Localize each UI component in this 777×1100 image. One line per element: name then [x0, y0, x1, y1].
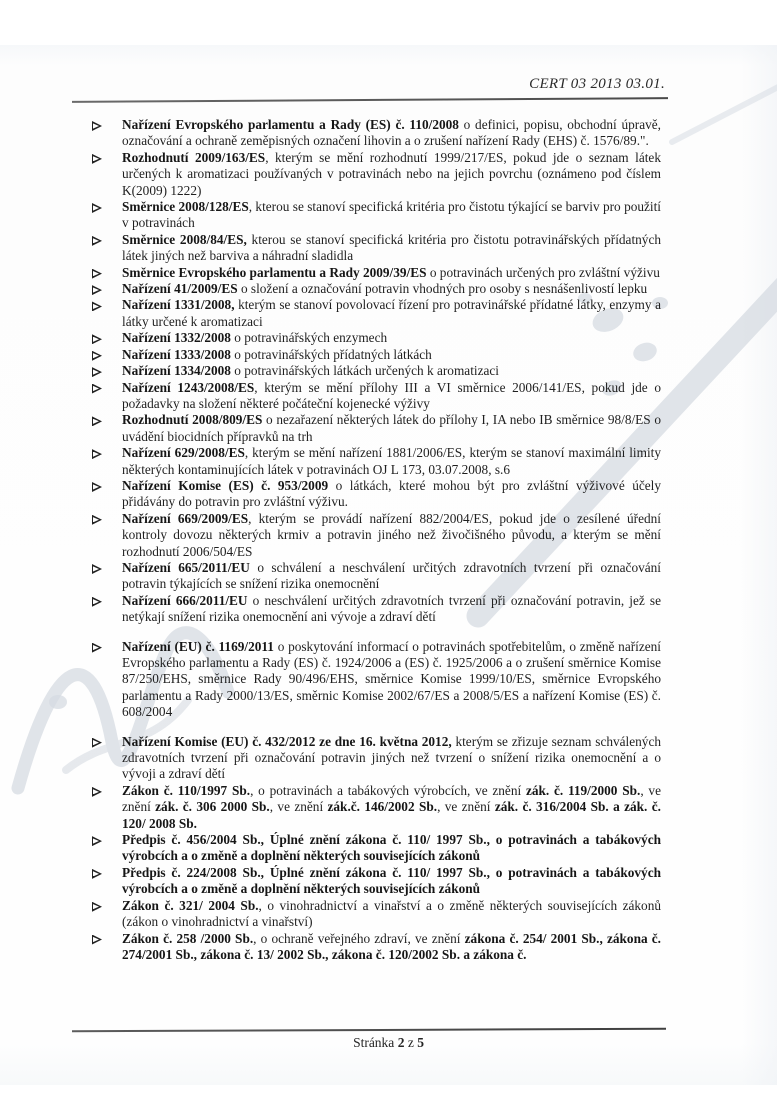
list-item [122, 281, 661, 297]
item-reference: zák. č. 306 2000 Sb. [155, 799, 270, 815]
arrow-bullet-icon [92, 285, 102, 295]
list-item [122, 347, 661, 363]
list-item [122, 478, 661, 511]
page-separator: z [404, 1035, 418, 1050]
item-description: o neschválení určitých zdravotních tvrzení při označování potravin, jež se netýkají snížení rizika onemocnění ani vývoje a zdraví dětí [122, 592, 661, 625]
item-description: o schválení a neschválení určitých zdravotních tvrzení při označování potravin týkajících se snížení rizika onemocnění [122, 559, 661, 592]
item-description: , ve znění [437, 799, 495, 815]
item-reference: Nařízení 1334/2008 [122, 363, 235, 379]
arrow-bullet-icon [92, 416, 102, 426]
arrow-bullet-icon [92, 351, 102, 361]
item-reference: Zákon č. 110/1997 Sb. [122, 782, 251, 798]
arrow-bullet-icon [92, 787, 102, 797]
arrow-bullet-icon [92, 236, 102, 246]
list-item [122, 783, 661, 832]
arrow-bullet-icon [92, 597, 102, 607]
item-description: o složení a označování potravin vhodných pro osoby s nesnášenlivostí lepku [240, 281, 648, 297]
arrow-bullet-icon [92, 515, 102, 525]
item-description: , kterou se stanoví specifická kritéria pro čistotu týkající se barviv pro použití v potravinách [122, 199, 661, 231]
list-item [122, 412, 661, 445]
item-reference: zák. č. 119/2000 Sb. [525, 782, 641, 798]
list-item [122, 898, 661, 931]
arrow-bullet-icon [92, 643, 102, 653]
page-number [0, 1035, 777, 1051]
item-reference: Směrnice Evropského parlamentu a Rady 2009/39/ES [122, 264, 430, 280]
item-reference: zákona č. 254/ 2001 Sb., zákona č. 274/2001 Sb., zákona č. 13/ 2002 Sb., zákona č. 120/2002 Sb. a zákona č. [122, 930, 662, 962]
arrow-bullet-icon [92, 301, 102, 311]
page-number-label: Stránka [353, 1035, 398, 1050]
item-reference: Zákon č. 258 /2000 Sb. [122, 930, 254, 946]
item-description: o definici, popisu, obchodní úpravě, označování a ochraně zeměpisných označení lihovin a o zrušení nařízení Rady (EHS) č. 1576/89.". [122, 117, 661, 149]
list-item [122, 865, 661, 898]
item-reference: Nařízení 666/2011/EU [122, 592, 253, 608]
item-reference: Nařízení 1243/2008/ES [122, 379, 255, 395]
item-reference: Směrnice 2008/128/ES [122, 199, 249, 215]
item-description: o potravinářských přídatných látkách [234, 346, 432, 362]
page-total: 5 [417, 1035, 424, 1050]
item-description: kterou se stanoví specifická kritéria pro čistotu potravinářských přídatných látek jiných než barviva a náhradní sladidla [122, 231, 661, 264]
arrow-bullet-icon [92, 902, 102, 912]
item-reference: Zákon č. 321/ 2004 Sb. [122, 897, 259, 913]
arrow-bullet-icon [92, 154, 102, 164]
list-item [122, 265, 661, 281]
item-reference: Nařízení Komise (EU) č. 432/2012 ze dne 16. května 2012, [122, 733, 456, 749]
item-reference: Nařízení 1333/2008 [122, 346, 235, 362]
item-description: , kterým se mění přílohy III a VI směrnice 2006/141/ES, pokud jde o požadavky na složení některé počáteční kojenecké výživy [122, 379, 661, 411]
list-item [122, 380, 661, 413]
arrow-bullet-icon [92, 203, 102, 213]
item-description: , ve znění [269, 799, 328, 815]
arrow-bullet-icon [92, 935, 102, 945]
item-reference: Rozhodnutí 2008/809/ES [122, 412, 267, 428]
item-description: , o ochraně veřejného zdraví, ve znění [253, 930, 465, 946]
page-current: 2 [397, 1035, 405, 1050]
arrow-bullet-icon [92, 121, 102, 131]
list-item [122, 232, 661, 265]
arrow-bullet-icon [92, 564, 102, 574]
item-description: o nezařazení některých látek do přílohy I, IA nebo IB směrnice 98/8/ES o uvádění biocidních přípravků na trh [122, 412, 661, 444]
item-reference: Nařízení Komise (ES) č. 953/2009 [122, 477, 336, 493]
item-description: kterým se zřizuje seznam schválených zdravotních tvrzení při označování potravin jiných než tvrzení o snížení rizika onemocnění a o vývoji a zdraví dětí [122, 733, 662, 782]
item-description: o poskytování informací o potravinách spotřebitelům, o změně nařízení Evropského parlamentu a Rady (ES) č. 1924/2006 a (ES) č. 1925/2006 a o zrušení směrnice Komise 87/250/EHS, směrnice Rady 90/496/EHS, směrnice Komise 1999/10/ES, směrnice Evropského parlamentu a Rady 2000/13/ES, směrnic Komise 2002/67/ES a 2008/5/ES a nařízení Komise (ES) č. 608/2004 [122, 638, 661, 720]
arrow-bullet-icon [92, 738, 102, 748]
item-reference: Nařízení (EU) č. 1169/2011 [122, 638, 278, 654]
document-code: CERT 03 2013 03.01. [529, 76, 665, 92]
item-reference: Nařízení 669/2009/ES [122, 510, 249, 526]
item-description: , o potravinách a tabákových výrobcích, ve znění [250, 782, 526, 798]
arrow-bullet-icon [92, 334, 102, 344]
item-reference: Nařízení 1332/2008 [122, 330, 235, 346]
item-reference: Nařízení 1331/2008, [122, 297, 235, 313]
item-description: , kterým se mění rozhodnutí 1999/217/ES, pokud jde o seznam látek určených k aromatizaci používaných v potravinách nebo na jejich povrchu (oznámeno pod číslem K(2009) 1222) [122, 149, 661, 198]
item-reference: Nařízení 41/2009/ES [122, 281, 241, 297]
regulation-list [0, 117, 777, 963]
item-description: o potravinách určených pro zvláštní výživu [429, 264, 660, 280]
list-item [122, 445, 661, 478]
list-item [122, 832, 661, 865]
footer-rule [72, 1028, 666, 1033]
item-description: , kterým se provádí nařízení 882/2004/ES, pokud jde o zesílené úřední kontroly dovozu některých krmiv a potravin jiného než živočišného původu, a kterým se mění rozhodnutí 2006/504/ES [122, 510, 661, 559]
item-reference: Předpis č. 224/2008 Sb., Úplné znění zákona č. 110/ 1997 Sb., o potravinách a tabákových výrobcích a o změně a doplnění některých souvisejících zákonů [122, 864, 661, 897]
list-item [122, 734, 661, 783]
item-reference: zák.č. 146/2002 Sb. [327, 799, 438, 815]
item-reference: Směrnice 2008/84/ES, [122, 231, 247, 247]
item-description: o potravinářských enzymech [234, 330, 388, 346]
list-item [122, 150, 661, 199]
arrow-bullet-icon [92, 836, 102, 846]
arrow-bullet-icon [92, 449, 102, 459]
list-item [122, 560, 661, 593]
item-description: , o vinohradnictví a vinařství a o změně některých souvisejících zákonů (zákon o vinohradnictví a vinařství) [122, 897, 661, 930]
item-reference: Rozhodnutí 2009/163/ES [122, 149, 266, 165]
list-item [122, 199, 661, 232]
item-description: , kterým se mění nařízení 1881/2006/ES, kterým se stanoví maximální limity některých kontaminujících látek v potravinách OJ L 173, 03.07.2008, s.6 [122, 445, 662, 477]
list-item [122, 330, 661, 346]
item-description: , ve znění [122, 782, 661, 815]
list-item [122, 297, 661, 330]
item-reference: Nařízení 665/2011/EU [122, 559, 258, 575]
arrow-bullet-icon [92, 269, 102, 279]
list-item [122, 511, 661, 560]
arrow-bullet-icon [92, 367, 102, 377]
item-description: o potravinářských látkách určených k aromatizaci [234, 363, 499, 379]
item-reference: zák. č. 316/2004 Sb. a zák. č. 120/ 2008 Sb. [122, 799, 661, 831]
list-item [122, 593, 661, 626]
item-description: o látkách, které mohou být pro zvláštní výživové účely přidávány do potravin pro zvláštní výživu. [122, 477, 662, 510]
arrow-bullet-icon [92, 384, 102, 394]
arrow-bullet-icon [92, 869, 102, 879]
item-reference: Nařízení Evropského parlamentu a Rady (ES) č. 110/2008 [122, 117, 464, 132]
list-item [122, 363, 661, 379]
list-item [122, 117, 661, 150]
list-item [122, 639, 661, 721]
item-description: kterým se stanoví povolovací řízení pro potravinářské přídatné látky, enzymy a látky určené k aromatizaci [122, 297, 661, 329]
arrow-bullet-icon [92, 482, 102, 492]
header-rule [72, 97, 668, 103]
item-reference: Předpis č. 456/2004 Sb., Úplné znění zákona č. 110/ 1997 Sb., o potravinách a tabákových výrobcích a o změně a doplnění některých souvisejících zákonů [122, 832, 661, 864]
item-reference: Nařízení 629/2008/ES [122, 445, 245, 461]
list-item [122, 931, 661, 964]
